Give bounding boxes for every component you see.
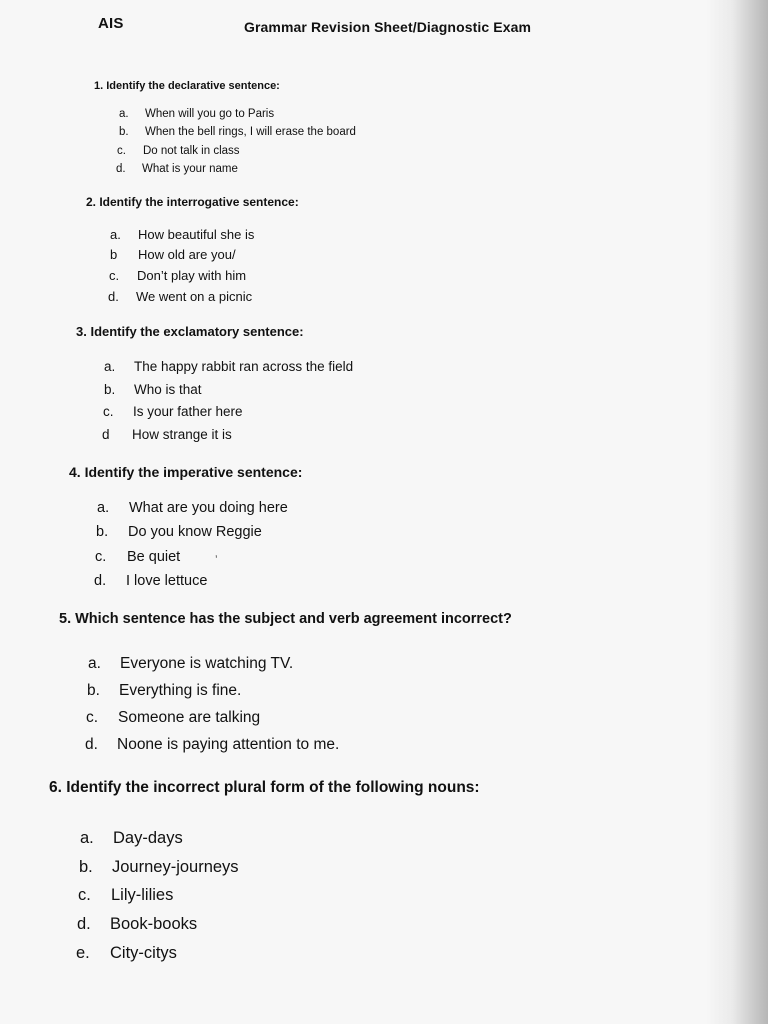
option-letter: a. [97,500,110,516]
question-1-prompt: 1. Identify the declarative sentence: [94,80,280,92]
school-name: AIS [98,15,124,32]
question-6-prompt: 6. Identify the incorrect plural form of the following nouns: [49,779,480,796]
option-letter: b [110,247,118,262]
sheet-title: Grammar Revision Sheet/Diagnostic Exam [244,19,532,35]
question-5-option-b [87,682,241,700]
option-letter: c. [95,549,107,565]
option-text: Noone is paying attention to me. [117,736,340,753]
question-2-option-c [109,268,246,283]
question-3-option-c [103,404,243,419]
option-text: Lily-lilies [111,886,174,904]
option-text: Don’t play with him [137,268,247,283]
option-text: Do you know Reggie [128,524,262,540]
question-1-option-c [117,145,240,157]
question-6-option-d [77,915,197,934]
stray-pen-mark: ʼ [215,553,218,567]
option-letter: a. [104,359,116,374]
option-text: We went on a picnic [136,289,253,304]
option-text: When the bell rings, I will erase the board [145,126,356,138]
option-text: Everyone is watching TV. [120,655,294,672]
option-text: Everything is fine. [119,682,242,699]
option-letter: d. [94,573,107,589]
option-letter: c. [78,886,91,904]
option-letter: b. [79,858,93,876]
option-letter: d. [85,736,98,753]
option-letter: d [102,427,110,442]
option-letter: b. [119,126,129,138]
question-6-option-e [76,944,177,963]
question-4-option-a [97,500,288,516]
option-letter: a. [119,108,129,120]
question-3-option-b [104,382,202,397]
question-5-option-a [88,655,293,673]
question-6-option-b [79,858,239,877]
option-text: Someone are talking [118,709,261,726]
option-text: I love lettuce [126,573,208,589]
option-text: What is your name [142,163,238,175]
option-letter: b. [104,382,116,397]
question-1-option-d [116,163,238,175]
question-5-prompt: 5. Which sentence has the subject and verb agreement incorrect? [59,611,512,627]
option-letter: c. [103,404,114,419]
option-text: Day-days [113,829,183,847]
option-letter: d. [116,163,126,175]
option-letter: c. [117,145,126,157]
option-text: Is your father here [133,404,243,419]
option-text: Book-books [110,915,198,933]
option-text: Do not talk in class [143,145,240,157]
question-4-option-b [96,524,262,540]
question-1-option-a [119,108,274,120]
option-letter: a. [88,655,101,672]
option-text: City-citys [110,944,177,962]
option-letter: b. [96,524,109,540]
question-3-prompt: 3. Identify the exclamatory sentence: [76,324,304,339]
question-4-option-c [95,549,180,565]
question-1-option-b [119,126,356,138]
option-letter: e. [76,944,90,962]
option-text: Who is that [134,382,202,397]
page-edge-shadow [732,0,768,1024]
question-3-option-a [104,359,353,374]
option-text: Journey-journeys [112,858,239,876]
option-letter: a. [110,227,121,242]
question-6-option-c [78,886,173,905]
question-4-prompt: 4. Identify the imperative sentence: [69,464,303,480]
question-4-option-d [94,573,207,589]
option-letter: b. [87,682,100,699]
option-text: How strange it is [132,427,232,442]
option-text: When will you go to Paris [145,108,275,120]
option-letter: c. [109,268,120,283]
option-text: What are you doing here [129,500,288,516]
question-5-option-d [85,736,339,754]
question-2-prompt: 2. Identify the interrogative sentence: [86,195,299,209]
question-2-option-a [110,227,254,242]
option-letter: d. [108,289,119,304]
option-letter: c. [86,709,99,726]
question-3-option-d [102,427,232,442]
option-letter: d. [77,915,91,933]
question-5-option-c [86,709,260,727]
question-2-option-d [108,289,252,304]
option-text: How old are you/ [138,247,236,262]
option-text: The happy rabbit ran across the field [134,359,354,374]
option-text: Be quiet [127,549,181,565]
question-2-option-b [110,247,236,262]
option-text: How beautiful she is [138,227,255,242]
question-6-option-a [80,829,183,848]
option-letter: a. [80,829,94,847]
